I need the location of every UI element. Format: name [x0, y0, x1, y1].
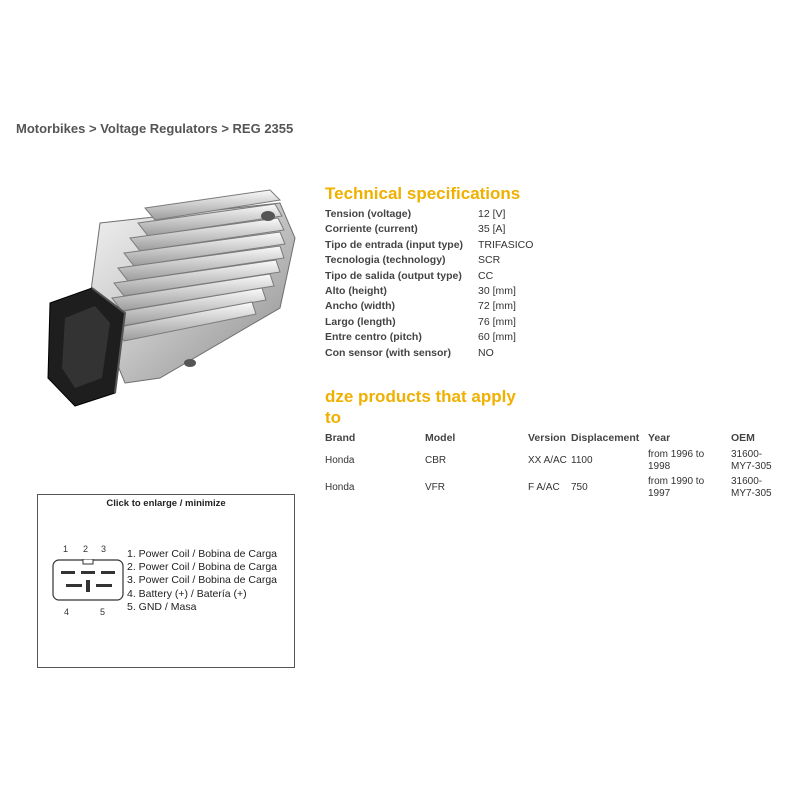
breadcrumb-link-motorbikes[interactable]: Motorbikes — [16, 121, 86, 136]
pin-number-2: 2 — [83, 544, 89, 554]
spec-label: Largo (length) — [325, 315, 396, 328]
specs-title: Technical specifications — [325, 184, 521, 203]
app-year-line2: 1997 — [648, 488, 671, 499]
spec-label: Tipo de salida (output type) — [325, 269, 462, 282]
breadcrumb — [16, 121, 293, 136]
pin-number-3: 3 — [101, 544, 107, 554]
spec-row — [325, 238, 533, 253]
spec-value: 76 [mm] — [478, 315, 516, 328]
app-version: F A/AC — [528, 482, 560, 493]
applications-header — [325, 432, 785, 446]
spec-value: 72 [mm] — [478, 300, 516, 313]
pin-number-5: 5 — [100, 607, 106, 617]
pin-description: 1. Power Coil / Bobina de Carga — [127, 548, 277, 560]
spec-value: CC — [478, 269, 494, 282]
spec-label: Tecnologia (technology) — [325, 254, 446, 267]
spec-label: Tension (voltage) — [325, 208, 412, 220]
spec-row — [325, 284, 533, 299]
breadcrumb-link-voltage-regulators[interactable]: Voltage Regulators — [100, 121, 218, 136]
spec-row — [325, 207, 533, 222]
header-version: Version — [528, 432, 566, 444]
app-oem-line1: 31600- — [731, 476, 763, 487]
app-year-line1: from 1996 to — [648, 449, 705, 460]
spec-label: Alto (height) — [325, 285, 387, 298]
spec-row — [325, 269, 533, 284]
spec-label: Tipo de entrada (input type) — [325, 238, 464, 251]
app-displacement: 750 — [571, 482, 588, 493]
spec-row — [325, 346, 533, 361]
breadcrumb-separator: > — [88, 121, 97, 136]
spec-value: 12 [V] — [478, 208, 506, 220]
spec-row — [325, 315, 533, 330]
spec-label: Corriente (current) — [325, 223, 418, 236]
header-year: Year — [648, 432, 671, 444]
app-year-line1: from 1990 to — [648, 476, 705, 487]
application-row — [325, 448, 785, 476]
app-year-line2: 1998 — [648, 461, 671, 472]
pin-description: 5. GND / Masa — [127, 600, 197, 613]
app-oem-line2: MY7-305 — [731, 461, 772, 472]
header-model: Model — [425, 432, 456, 444]
spec-row — [325, 299, 533, 314]
spec-value: 60 [mm] — [478, 331, 516, 344]
app-model: CBR — [425, 455, 447, 466]
breadcrumb-separator: > — [221, 121, 229, 136]
app-brand: Honda — [325, 482, 355, 493]
header-displacement: Displacement — [571, 432, 640, 444]
spec-label: Entre centro (pitch) — [325, 331, 422, 344]
app-model: VFR — [425, 482, 445, 493]
specs-table — [325, 207, 533, 361]
spec-value: 30 [mm] — [478, 285, 516, 298]
spec-value: SCR — [478, 254, 501, 267]
applications-title: dze products that apply to — [325, 387, 516, 427]
spec-value: 35 [A] — [478, 223, 506, 236]
breadcrumb-current: REG 2355 — [232, 121, 294, 136]
spec-row — [325, 222, 533, 237]
header-brand: Brand — [325, 432, 356, 444]
spec-label: Ancho (width) — [325, 300, 395, 313]
header-oem: OEM — [731, 432, 755, 444]
wiring-diagram[interactable] — [37, 494, 295, 668]
spec-row — [325, 330, 533, 345]
spec-row — [325, 253, 533, 268]
enlarge-toggle[interactable]: Click to enlarge / minimize — [106, 498, 226, 509]
pin-number-1: 1 — [63, 544, 69, 554]
product-image[interactable] — [30, 178, 300, 408]
pin-number-4: 4 — [64, 607, 70, 617]
pin-list — [127, 548, 277, 614]
app-oem-line1: 31600- — [731, 449, 763, 460]
app-displacement: 1100 — [571, 455, 593, 466]
pin-description: 2. Power Coil / Bobina de Carga — [127, 561, 277, 574]
connector-icon — [52, 559, 124, 601]
spec-value: NO — [478, 346, 494, 359]
spec-value: TRIFASICO — [478, 238, 534, 251]
spec-label: Con sensor (with sensor) — [325, 346, 452, 359]
pin-description: 3. Power Coil / Bobina de Carga — [127, 574, 277, 587]
app-brand: Honda — [325, 455, 355, 466]
app-oem-line2: MY7-305 — [731, 488, 772, 499]
pin-description: 4. Battery (+) / Batería (+) — [127, 587, 247, 600]
application-row — [325, 475, 785, 503]
app-version: XX A/AC — [528, 455, 567, 466]
